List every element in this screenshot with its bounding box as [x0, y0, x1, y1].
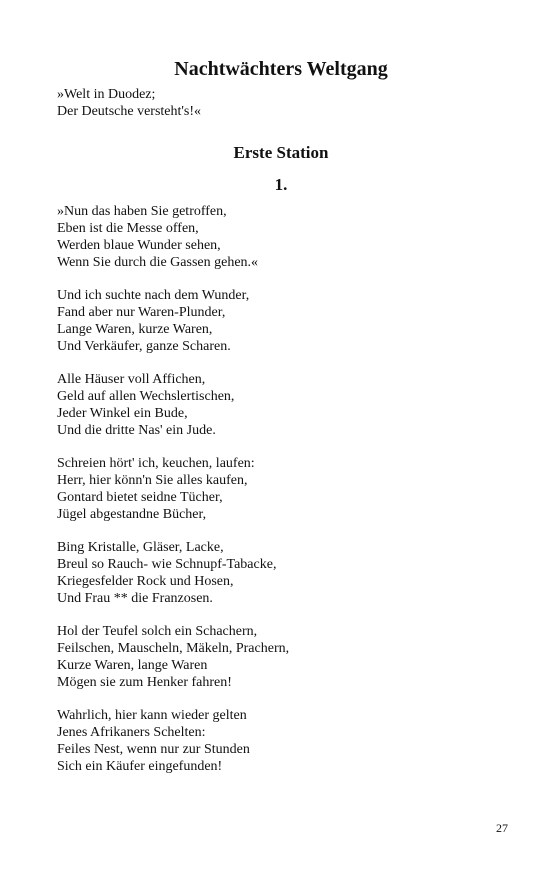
poem-line: Kurze Waren, lange Waren [57, 658, 208, 673]
poem-body [57, 203, 289, 791]
stanza [57, 287, 289, 355]
poem-line: Alle Häuser voll Affichen, [57, 372, 206, 387]
poem-line: Hol der Teufel solch ein Schachern, [57, 624, 258, 639]
stanza [57, 707, 289, 775]
poem-line: Schreien hört' ich, keuchen, laufen: [57, 456, 255, 471]
poem-line: Jenes Afrikaners Schelten: [57, 725, 206, 740]
poem-line: Gontard bietet seidne Tücher, [57, 490, 223, 505]
page-title: Nachtwächters Weltgang [174, 58, 388, 80]
stanza [57, 203, 289, 271]
poem-line: Mögen sie zum Henker fahren! [57, 675, 232, 690]
poem-line: Lange Waren, kurze Waren, [57, 322, 213, 337]
poem-line: Sich ein Käufer eingefunden! [57, 759, 223, 774]
stanza [57, 455, 289, 523]
stanza [57, 623, 289, 691]
poem-line: Geld auf allen Wechslertischen, [57, 389, 235, 404]
page-number: 27 [496, 821, 508, 835]
poem-line: Feilschen, Mauscheln, Mäkeln, Prachern, [57, 641, 290, 656]
poem-line: Wenn Sie durch die Gassen gehen.« [57, 255, 259, 270]
motto [57, 86, 201, 120]
poem-line: Kriegesfelder Rock und Hosen, [57, 574, 234, 589]
poem-line: Wahrlich, hier kann wieder gelten [57, 708, 247, 723]
poem-line: Werden blaue Wunder sehen, [57, 238, 221, 253]
poem-line: Breul so Rauch- wie Schnupf-Tabacke, [57, 557, 277, 572]
motto-line: Der Deutsche versteht's!« [57, 104, 202, 119]
poem-line: »Nun das haben Sie getroffen, [57, 204, 227, 219]
poem-line: Fand aber nur Waren-Plunder, [57, 305, 226, 320]
poem-line: Eben ist die Messe offen, [57, 221, 199, 236]
stanza [57, 371, 289, 439]
poem-line: Jeder Winkel ein Bude, [57, 406, 188, 421]
stanza [57, 539, 289, 607]
poem-line: Und Verkäufer, ganze Scharen. [57, 339, 231, 354]
poem-line: Feiles Nest, wenn nur zur Stunden [57, 742, 250, 757]
motto-line: »Welt in Duodez; [57, 87, 156, 102]
poem-line: Und die dritte Nas' ein Jude. [57, 423, 216, 438]
poem-line: Und ich suchte nach dem Wunder, [57, 288, 250, 303]
poem-line: Und Frau ** die Franzosen. [57, 591, 213, 606]
poem-number: 1. [274, 175, 288, 194]
section-title: Erste Station [233, 143, 329, 162]
poem-line: Jügel abgestandne Bücher, [57, 507, 207, 522]
poem-line: Herr, hier könn'n Sie alles kaufen, [57, 473, 248, 488]
poem-line: Bing Kristalle, Gläser, Lacke, [57, 540, 224, 555]
